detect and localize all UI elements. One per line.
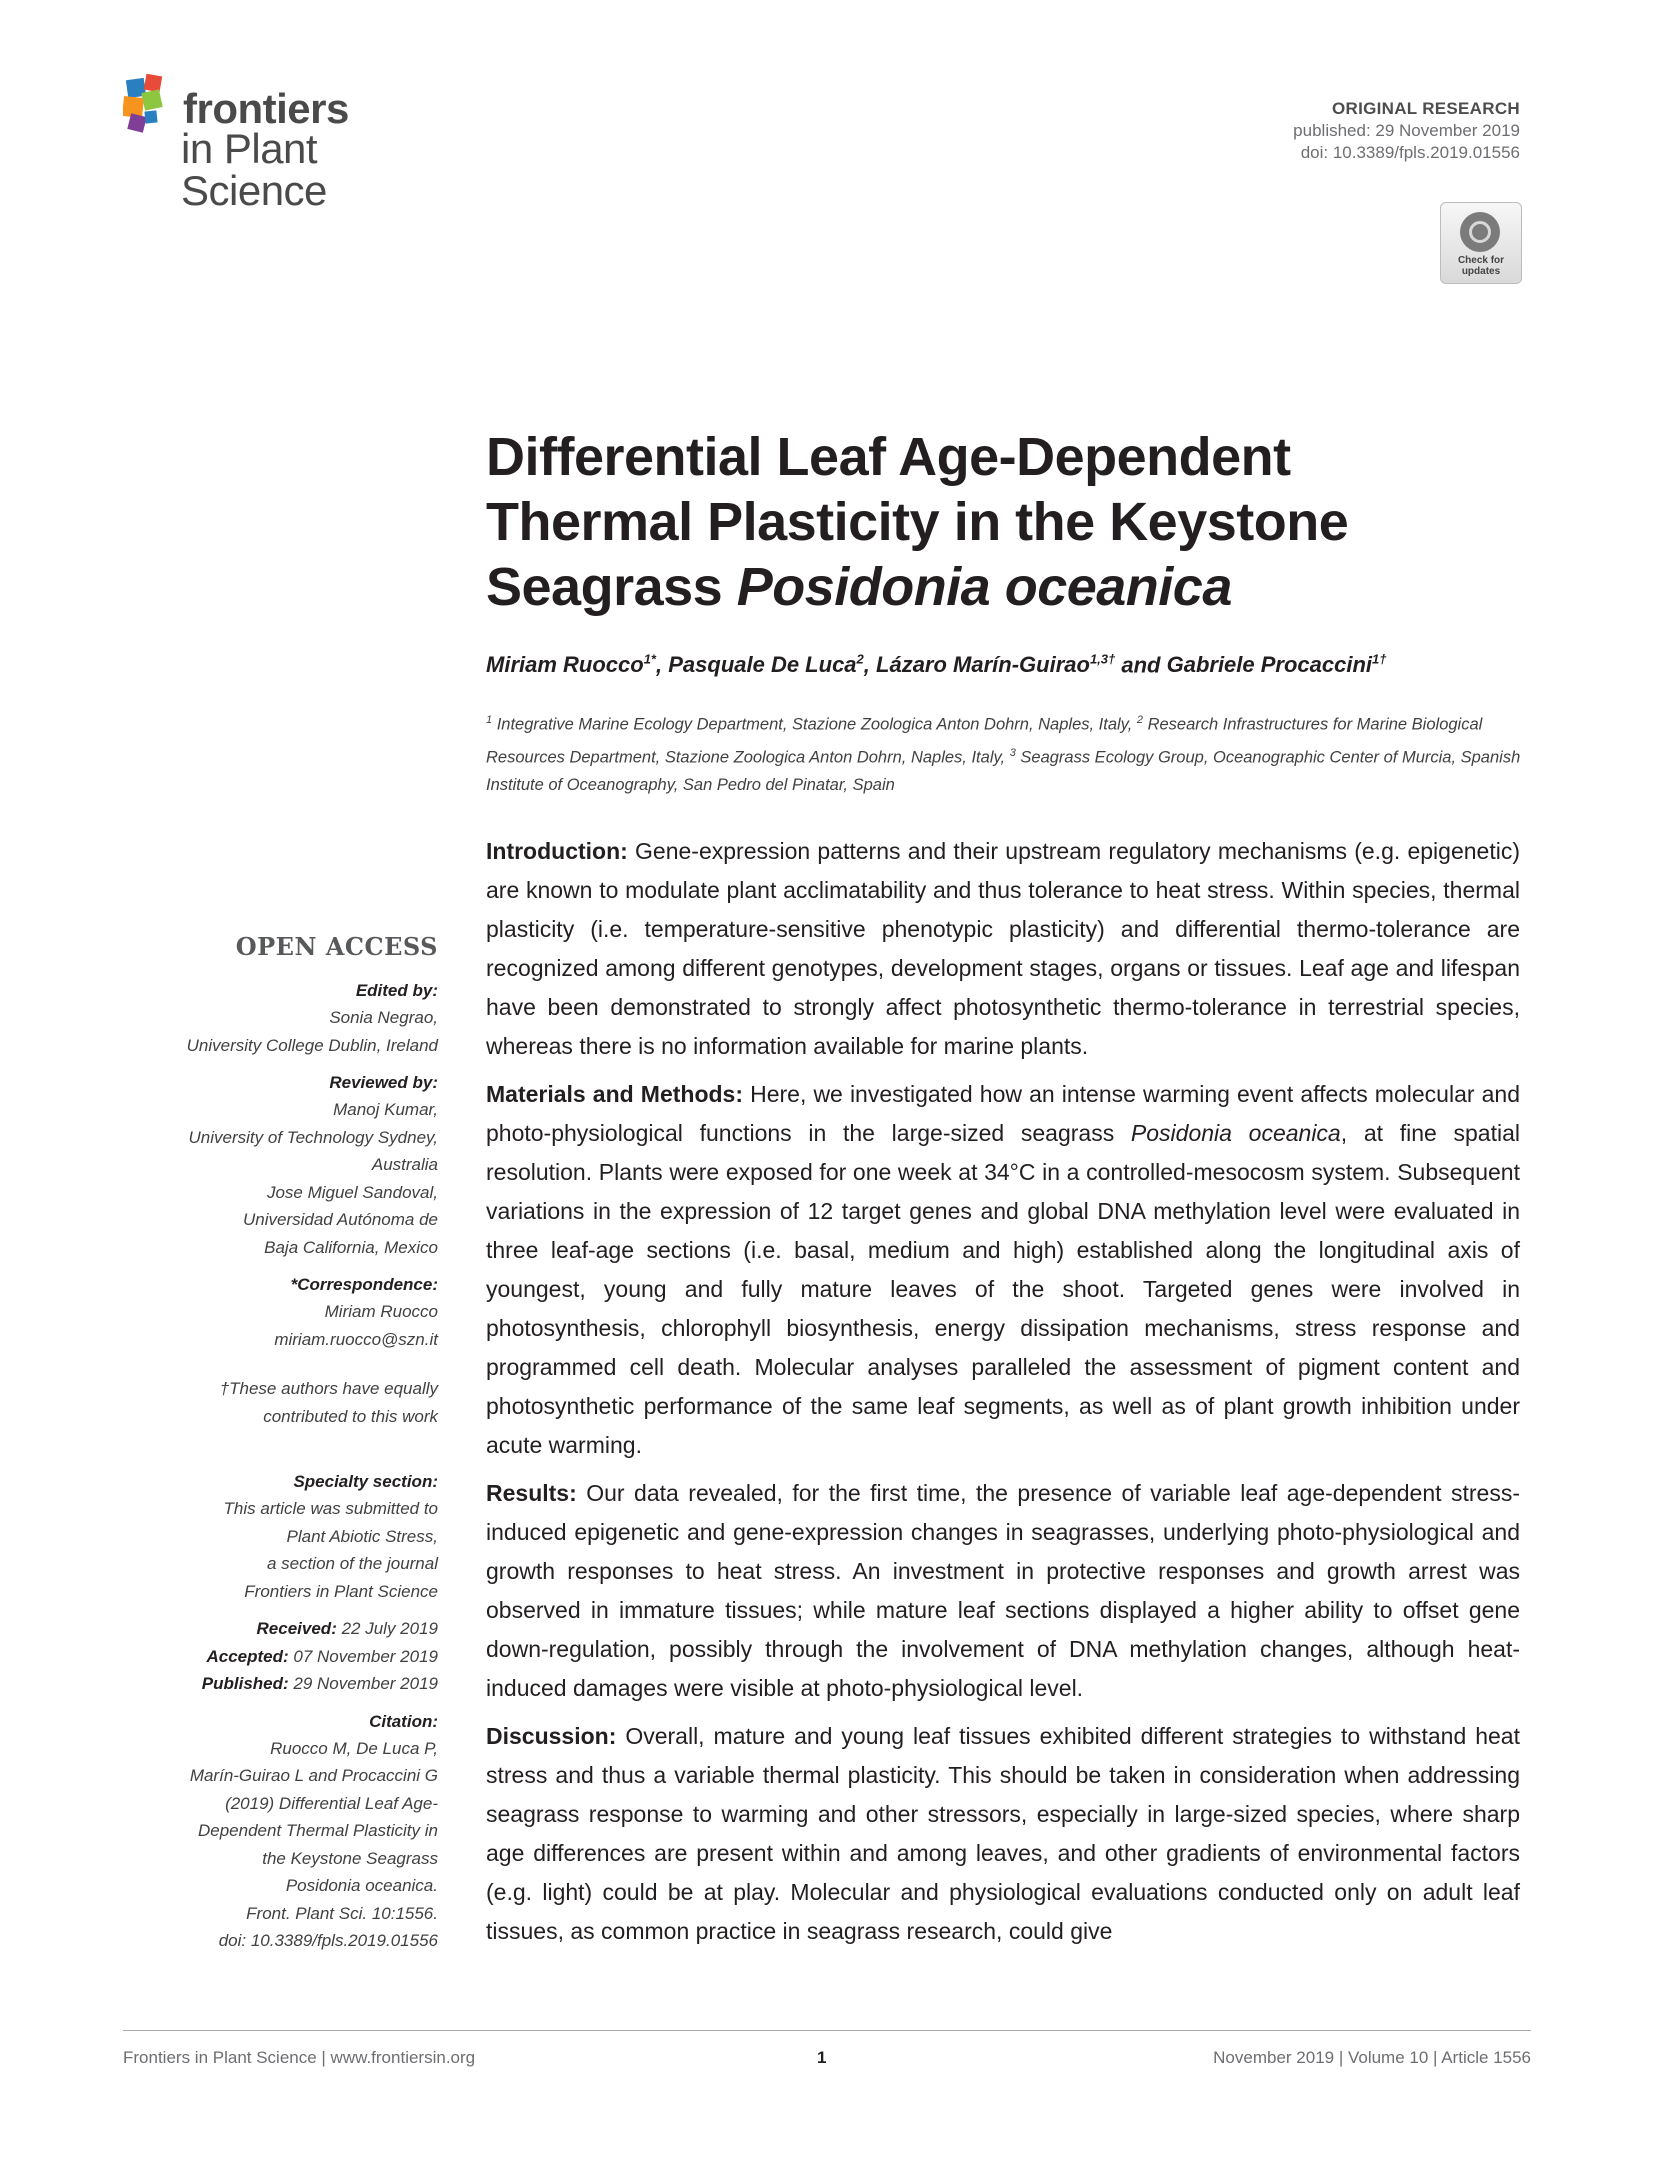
author-name[interactable]: Gabriele Procaccini$^{1\dagger}$ xyxy=(1166,652,1387,678)
specialty-line: This article was submitted to xyxy=(223,1499,438,1518)
citation-line: Marín-Guirao L and Procaccini G xyxy=(189,1766,438,1785)
author-name[interactable]: Lázaro Marín-Guirao$^{1,3\dagger}$ xyxy=(876,652,1116,678)
specialty-line: Frontiers in Plant Science xyxy=(244,1581,438,1601)
citation-line: Posidonia oceanica. xyxy=(285,1876,438,1895)
page-number: 1 xyxy=(817,2048,827,2067)
reviewer-line: Australia xyxy=(371,1155,438,1174)
citation-line: the Keystone Seagrass xyxy=(262,1848,438,1868)
specialty-line: Plant Abiotic Stress, xyxy=(286,1526,438,1546)
abstract-methods: Materials and Methods: Here, we investigated how an intense warming event affects molecular and photo-physiological functions in the large-sized seagrass Posidonia oceanica, at fine spatial resolution. Plants were exposed for one week at 34°C in a controlled-mesocosm system. Subsequent variations in the expression of 12 target genes and global DNA methylation level were evaluated in three leaf-age sections (i.e. basal, medium and high) established along the longitudinal axis of youngest, young and fully mature leaves of the shoot. Targeted genes were involved in photosynthesis, chlorophyll biosynthesis, energy dissipation mechanisms, stress response and programmed cell death. Molecular analyses paralleled the assessment of pigment content and photosynthetic performance of the same leaf segments, as well as of plant growth inhibition under acute warming. xyxy=(486,1081,1520,1458)
author-name[interactable]: Pasquale De Luca$^2$ xyxy=(668,652,864,678)
citation-line: Front. Plant Sci. 10:1556. xyxy=(246,1903,438,1923)
update-check-icon xyxy=(1460,212,1500,252)
title-line: Differential Leaf Age-Dependent xyxy=(486,427,1291,487)
journal-logo xyxy=(123,70,463,214)
specialty-line: a section of the journal xyxy=(266,1554,438,1573)
abstract-introduction: Introduction: Gene-expression patterns and their upstream regulatory mechanisms (e.g. epigenetic) are known to modulate plant acclimatability and thus tolerance to heat stress. Within species, thermal plasticity (i.e. temperature-sensitive phenotypic plasticity) and differential thermo-tolerance are recognized among different genotypes, development stages, organs or tissues. Leaf age and lifespan have been demonstrated to strongly affect photosynthetic thermo-tolerance in terrestrial species, whereas there is no information available for marine plants. xyxy=(486,838,1520,1059)
specialty-section-label: Specialty section: xyxy=(293,1472,438,1491)
author-name[interactable]: Miriam Ruocco$^{1*}$ xyxy=(486,652,656,678)
species-name: Posidonia oceanica xyxy=(736,557,1232,617)
article-dates xyxy=(120,1615,438,1698)
editor-name: Sonia Negrao, xyxy=(329,1008,438,1027)
article-sidebar xyxy=(120,932,438,1955)
check-for-updates-badge[interactable] xyxy=(1440,202,1522,284)
journal-name-line1: frontiers xyxy=(183,85,349,132)
open-access-label: OPEN ACCESS xyxy=(235,932,438,961)
received-date: Received: 22 July 2019 xyxy=(256,1619,438,1638)
badge-label: Check for updates xyxy=(1457,255,1505,277)
edited-by-label: Edited by: xyxy=(355,981,438,1000)
article-type: ORIGINAL RESEARCH xyxy=(1331,99,1520,118)
equal-contribution-note: contributed to this work xyxy=(263,1406,438,1426)
affiliations: $^1$ Integrative Marine Ecology Department, Stazione Zoologica Anton Dohrn, Naples, Italy, $^2$ Research Infrastructures for Marine Biological Resources Department, Stazione Zoologica Anton Dohrn, Naples, Italy, $^3$ Seagrass Ecology Group, Oceanographic Center of Murcia, Spanish Institute of Oceanography, San Pedro del Pinatar, Spain xyxy=(486,714,1521,794)
citation-label: Citation: xyxy=(369,1711,438,1731)
author-list: Miriam Ruocco$^{1*}$, Pasquale De Luca$^2$, Lázaro Marín-Guirao$^{1,3\dagger}$ and Gabriele Procaccini$^{1\dagger}$ xyxy=(486,652,1387,678)
published-date-sidebar: Published: 29 November 2019 xyxy=(201,1674,438,1693)
journal-name-line2: in Plant Science xyxy=(181,125,327,214)
correspondence-email[interactable]: miriam.ruocco@szn.it xyxy=(274,1329,438,1349)
reviewer-line: University of Technology Sydney, xyxy=(188,1127,438,1147)
article-header-meta xyxy=(1293,98,1520,164)
frontiers-logo-icon xyxy=(123,73,177,135)
reviewer-line: Manoj Kumar, xyxy=(333,1100,438,1119)
reviewed-by-label: Reviewed by: xyxy=(329,1073,438,1092)
reviewer-line: Jose Miguel Sandoval, xyxy=(266,1182,438,1202)
footer-divider xyxy=(123,2030,1531,2031)
abstract-discussion: Discussion: Overall, mature and young leaf tissues exhibited different strategies to withstand heat stress and thus a variable thermal plasticity. This should be taken in consideration when addressing seagrass response to warming and other stressors, especially in large-sized species, where sharp age differences are present within and among leaves, and other gradients of environmental factors (e.g. light) could be at play. Molecular and physiological evaluations conducted only on adult leaf tissues, as common practice in seagrass research, could give xyxy=(486,1723,1520,1944)
equal-contribution-note: †These authors have equally xyxy=(219,1379,438,1398)
citation-line: Dependent Thermal Plasticity in xyxy=(197,1821,438,1840)
correspondence-label: *Correspondence: xyxy=(290,1275,438,1294)
correspondence-name: Miriam Ruocco xyxy=(324,1302,438,1321)
reviewer-line: Baja California, Mexico xyxy=(264,1237,438,1257)
abstract xyxy=(486,832,1520,1960)
footer-journal-url[interactable]: Frontiers in Plant Science | www.frontiersin.org xyxy=(123,2048,476,2067)
reviewer-line: Universidad Autónoma de xyxy=(243,1210,438,1229)
citation-doi[interactable]: doi: 10.3389/fpls.2019.01556 xyxy=(218,1931,438,1950)
editor-affiliation: University College Dublin, Ireland xyxy=(186,1035,438,1055)
abstract-results: Results: Our data revealed, for the first time, the presence of variable leaf age-dependent stress-induced epigenetic and gene-expression changes in seagrasses, underlying photo-physiological and growth responses to heat stress. An investment in protective responses and growth arrest was observed in immature tissues; while mature leaf sections displayed a higher ability to offset gene down-regulation, possibly through the involvement of DNA methylation changes, although heat-induced damages were visible at photo-physiological level. xyxy=(486,1480,1520,1701)
footer-volume-info: November 2019 | Volume 10 | Article 1556 xyxy=(1213,2048,1531,2067)
accepted-date: Accepted: 07 November 2019 xyxy=(206,1646,438,1666)
article-title xyxy=(486,425,1536,620)
title-line: Seagrass Posidonia oceanica xyxy=(486,557,1232,617)
doi-link[interactable]: doi: 10.3389/fpls.2019.01556 xyxy=(1300,143,1520,162)
published-date: published: 29 November 2019 xyxy=(1293,121,1520,140)
title-line: Thermal Plasticity in the Keystone xyxy=(486,492,1349,552)
citation-line: (2019) Differential Leaf Age- xyxy=(225,1793,438,1813)
citation-line: Ruocco M, De Luca P, xyxy=(270,1738,438,1758)
